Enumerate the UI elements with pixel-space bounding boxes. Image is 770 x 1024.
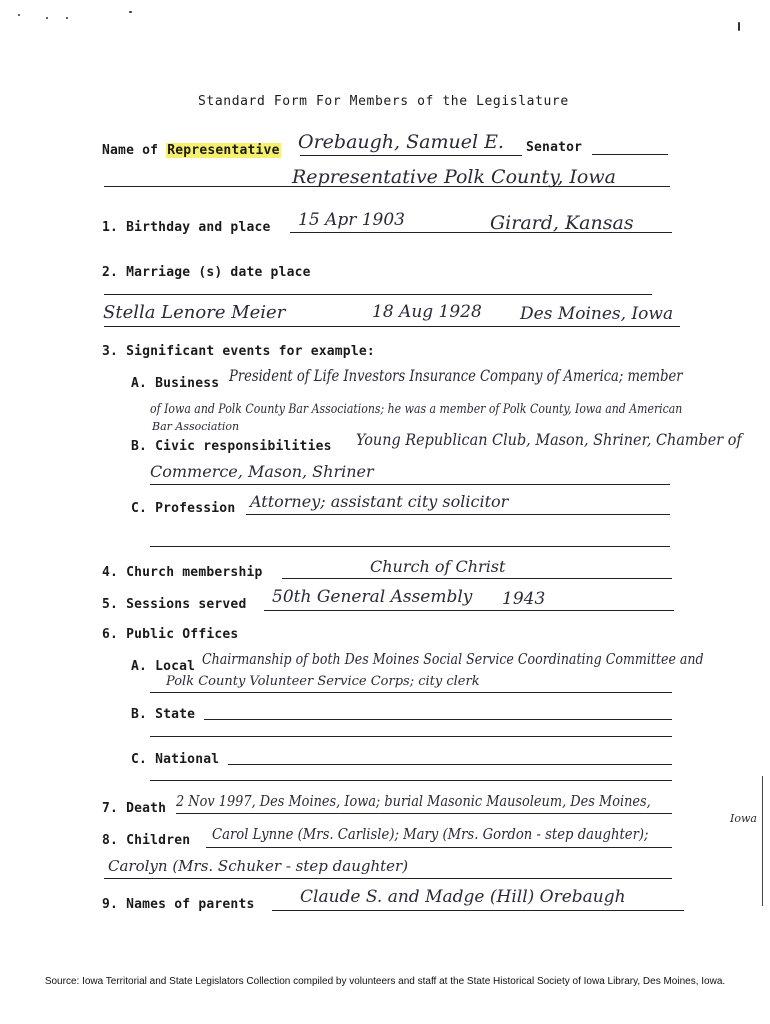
- handwritten-business-3: Bar Association: [152, 420, 240, 433]
- scan-speck: [46, 17, 48, 19]
- birthday-label: 1. Birthday and place: [102, 220, 271, 235]
- profession-rule-2: [150, 546, 670, 547]
- senator-label: Senator: [526, 140, 583, 155]
- name-of-label: Name of Representative: [102, 143, 280, 158]
- scan-speck: [738, 22, 740, 31]
- handwritten-marriage-place: Des Moines, Iowa: [520, 304, 674, 324]
- handwritten-civic-2: Commerce, Mason, Shriner: [150, 462, 374, 481]
- handwritten-spouse: Stella Lenore Meier: [103, 302, 286, 323]
- profession-label: C. Profession: [131, 501, 236, 516]
- parents-rule: [272, 910, 684, 911]
- representative-highlight: Representative: [167, 143, 280, 158]
- handwritten-local-1: Chairmanship of both Des Moines Social Service Coordinating Committee and: [202, 650, 704, 668]
- national-rule-2: [150, 780, 672, 781]
- business-label: A. Business: [131, 376, 220, 391]
- handwritten-sessions-a: 50th General Assembly: [272, 587, 473, 607]
- state-rule-2: [150, 736, 672, 737]
- sessions-label: 5. Sessions served: [102, 597, 247, 612]
- children-rule: [206, 847, 672, 848]
- handwritten-children-1: Carol Lynne (Mrs. Carlisle); Mary (Mrs. Gordon - step daughter);: [212, 825, 649, 843]
- events-label: 3. Significant events for example:: [102, 344, 375, 359]
- handwritten-business-2: of Iowa and Polk County Bar Associations; he was a member of Polk County, Iowa and American: [150, 402, 683, 417]
- birthday-rule: [290, 232, 672, 233]
- civic-label: B. Civic responsibilities: [131, 439, 332, 454]
- death-rule: [176, 813, 672, 814]
- handwritten-death: 2 Nov 1997, Des Moines, Iowa; burial Masonic Mausoleum, Des Moines,: [176, 792, 651, 810]
- church-rule: [282, 578, 672, 579]
- form-title: Standard Form For Members of the Legislature: [198, 94, 569, 109]
- handwritten-children-2: Carolyn (Mrs. Schuker - step daughter): [108, 857, 409, 875]
- children-label: 8. Children: [102, 833, 191, 848]
- profession-rule: [246, 514, 670, 515]
- children-rule-2: [104, 878, 672, 879]
- scan-speck: [129, 11, 132, 13]
- handwritten-civic-1: Young Republican Club, Mason, Shriner, Chamber of: [356, 430, 742, 449]
- handwritten-district: Representative Polk County, Iowa: [292, 166, 616, 188]
- handwritten-death-cont: Iowa: [730, 812, 757, 825]
- scan-speck: [18, 14, 20, 16]
- handwritten-birth-date: 15 Apr 1903: [298, 210, 405, 230]
- marriage-label: 2. Marriage (s) date place: [102, 265, 311, 280]
- marriage-rule-1: [104, 294, 652, 295]
- civic-rule: [150, 484, 670, 485]
- state-label: B. State: [131, 707, 196, 722]
- local-label: A. Local: [131, 659, 196, 674]
- sessions-rule: [264, 610, 674, 611]
- scan-speck: [66, 17, 68, 19]
- national-label: C. National: [131, 752, 220, 767]
- handwritten-name: Orebaugh, Samuel E.: [298, 131, 504, 153]
- name-rule: [300, 155, 522, 156]
- handwritten-church: Church of Christ: [370, 557, 506, 576]
- source-footer: Source: Iowa Territorial and State Legislators Collection compiled by volunteers and staff at the State Historical Society of Iowa Library, Des Moines, Iowa.: [44, 976, 726, 987]
- handwritten-sessions-b: 1943: [502, 589, 546, 609]
- handwritten-parents: Claude S. and Madge (Hill) Orebaugh: [300, 887, 626, 907]
- district-rule: [104, 186, 670, 187]
- handwritten-marriage-date: 18 Aug 1928: [372, 302, 482, 322]
- handwritten-local-2: Polk County Volunteer Service Corps; city clerk: [166, 674, 480, 689]
- church-label: 4. Church membership: [102, 565, 263, 580]
- national-rule: [228, 764, 672, 765]
- senator-rule: [592, 154, 668, 155]
- marriage-rule-2: [104, 326, 680, 327]
- scan-edge-mark: [762, 776, 763, 906]
- parents-label: 9. Names of parents: [102, 897, 255, 912]
- handwritten-profession: Attorney; assistant city solicitor: [250, 492, 509, 511]
- state-rule: [204, 719, 672, 720]
- handwritten-birth-place: Girard, Kansas: [490, 212, 634, 234]
- offices-label: 6. Public Offices: [102, 627, 239, 642]
- death-label: 7. Death: [102, 801, 167, 816]
- local-rule: [150, 692, 672, 693]
- handwritten-business-1: President of Life Investors Insurance Company of America; member: [229, 366, 683, 385]
